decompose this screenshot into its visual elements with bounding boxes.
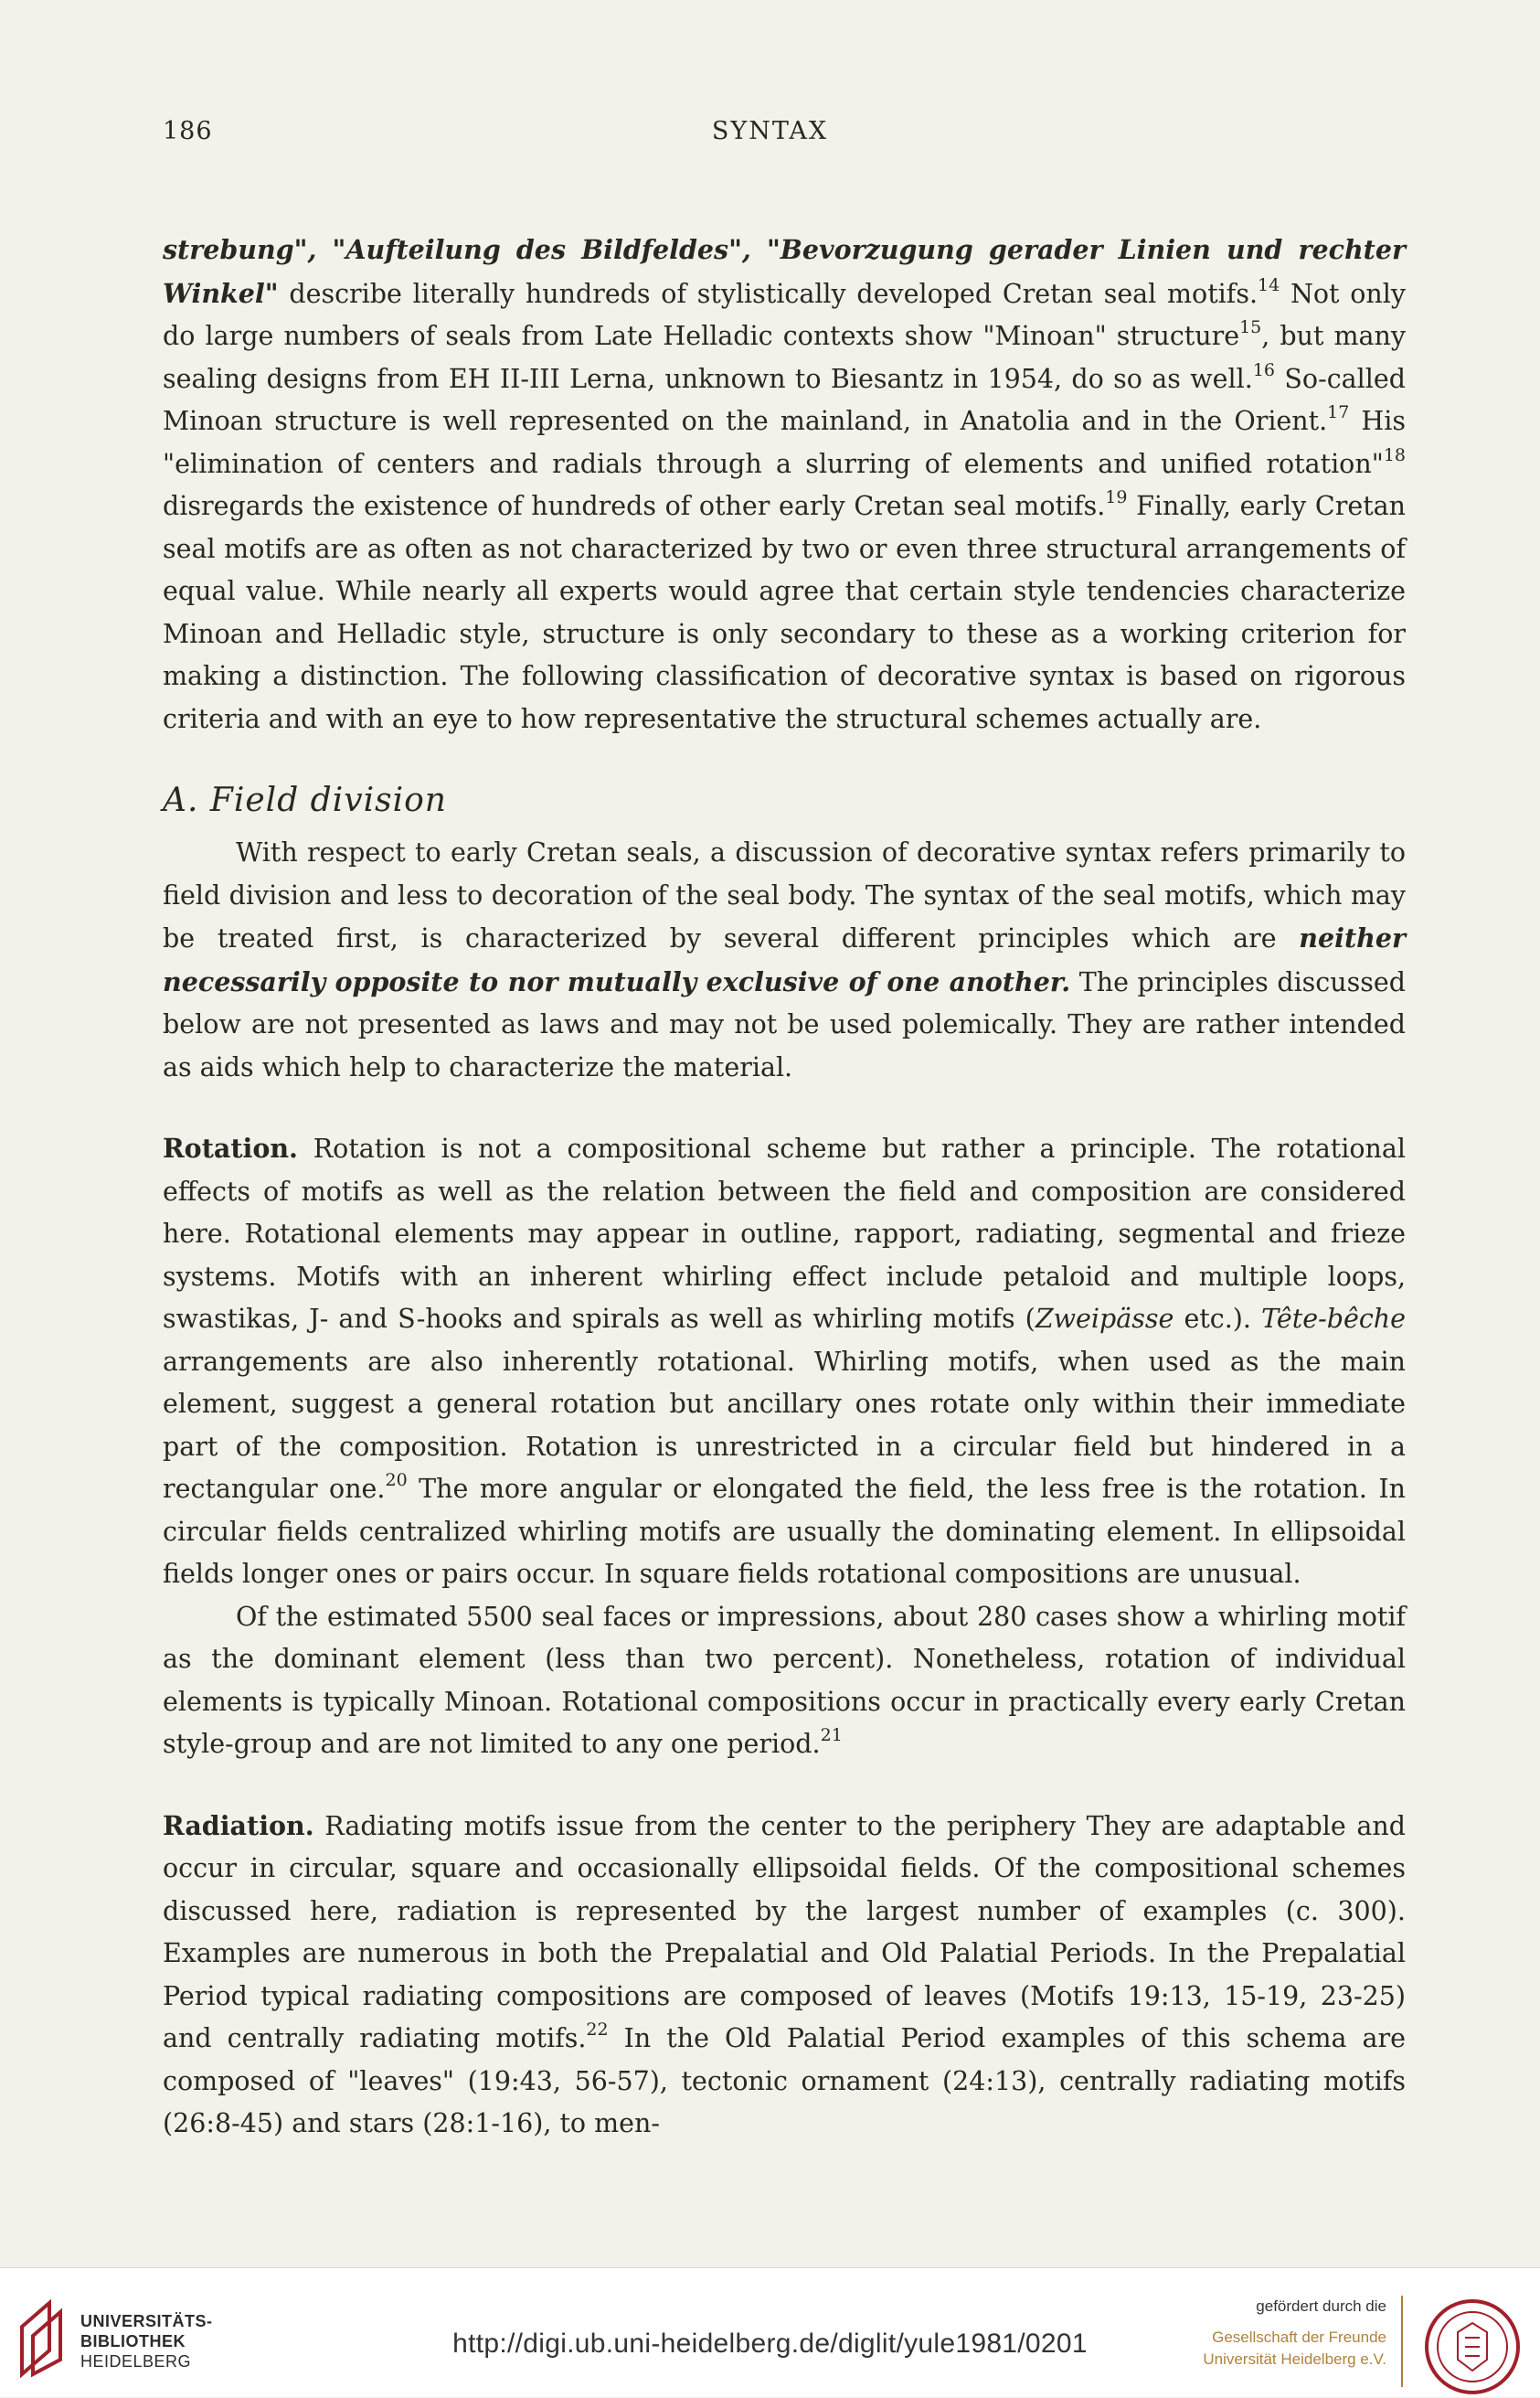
funder-name: Universität Heidelberg e.V. <box>1203 2350 1386 2368</box>
text-run: arrangements are also inherently rotational. Whirling motifs, when used as the main element, suggest a general rotation but ancillary ones rotate only within their immediate part of the composition. Rotation is unrestricted in a circular field but hindered in a rectangular one. <box>163 1346 1406 1504</box>
library-name-line: HEIDELBERG <box>80 2352 192 2371</box>
text-run: So-called Minoan structure is well represented on the mainland, in Anatolia and in the Orient. <box>163 363 1406 436</box>
text-run: , but many sealing designs from EH II-III Lerna, unknown to Biesantz in 1954, do so as well. <box>163 321 1407 394</box>
university-seal-icon <box>1421 2296 1524 2398</box>
text-run: With respect to early Cretan seals, a discussion of decorative syntax refers primarily to field division and less to decoration of the seal body. The syntax of the seal motifs, which may be treated first, is characterized by several different principles which are <box>163 837 1406 954</box>
text-run: The principles discussed below are not presented as laws and may not be used polemically. They are rather intended as aids which help to characterize the material. <box>163 966 1406 1082</box>
text-run: disregards the existence of hundreds of other early Cretan seal motifs. <box>163 491 1106 521</box>
footer-divider <box>1401 2296 1403 2387</box>
paragraph-rotation-count <box>163 1596 1406 1766</box>
funder-name: Gesellschaft der Freunde <box>1212 2329 1386 2346</box>
italic-term: Tête-bêche <box>1261 1304 1407 1334</box>
digitization-footer <box>0 2267 1540 2397</box>
text-run: etc.). <box>1174 1304 1262 1334</box>
footnote-ref: 16 <box>1252 359 1276 380</box>
running-title: SYNTAX <box>711 117 829 145</box>
funded-by-label: gefördert durch die <box>1256 2297 1386 2315</box>
running-head <box>163 117 1377 154</box>
italic-quotes: strebung", "Aufteilung des Bildfeldes", "Bevorzugung gerader Linien und rechter Winkel" <box>163 234 1406 309</box>
text-run: Radiating motifs issue from the center to the periphery They are adaptable and occur in circular, square and occasionally ellipsoidal fields. Of the compositional schemes discussed here, radiation is represented by the largest number of examples (c. 300). Examples are numerous in both the Prepalatial and Old Palatial Periods. In the Prepalatial Period typical radiating compositions are composed of leaves (Motifs 19:13, 15-19, 23-25) and centrally radiating motifs. <box>163 1810 1406 2053</box>
footnote-ref: 19 <box>1105 487 1128 507</box>
paragraph-intro <box>163 229 1406 741</box>
text-run: Of the estimated 5500 seal faces or impressions, about 280 cases show a whirling motif as the dominant element (less than two percent). Nonetheless, rotation of individual elements is typically Minoan. Rotational compositions occur in practically every early Cretan style-group and are not limited to any one period. <box>163 1601 1406 1759</box>
text-run: The more angular or elongated the field, the less free is the rotation. In circular fields centralized whirling motifs are usually the dominating element. In ellipsoidal fields longer ones or pairs occur. In square fields rotational compositions are unusual. <box>163 1474 1406 1589</box>
body-text <box>163 229 1406 2146</box>
text-run: Finally, early Cretan seal motifs are as often as not characterized by two or even three structural arrangements of equal value. While nearly all experts would agree that certain style tendencies characterize Minoan and Helladic style, structure is only secondary to these as a working criterion for making a distinction. The following classification of decorative syntax is based on rigorous criteria and with an eye to how representative the structural schemes actually are. <box>163 491 1406 734</box>
footnote-ref: 22 <box>586 2020 609 2040</box>
text-run: His "elimination of centers and radials through a slurring of elements and unified rotation" <box>163 406 1406 479</box>
footnote-ref: 15 <box>1239 317 1262 337</box>
paragraph-radiation <box>163 1805 1406 2146</box>
section-heading: A. Field division <box>163 782 447 819</box>
footnote-ref: 21 <box>820 1725 843 1745</box>
footnote-ref: 14 <box>1258 274 1280 295</box>
italic-term: Zweipässe <box>1035 1304 1174 1334</box>
footnote-ref: 20 <box>385 1470 408 1490</box>
text-run: describe literally hundreds of stylistically developed Cretan seal motifs. <box>278 278 1259 309</box>
text-run: Rotation is not a compositional scheme but rather a principle. The rotational effects of motifs as well as the relation between the field and composition are considered here. Rotational elements may appear in outline, rapport, radiating, segmental and frieze systems. Motifs with an inherent whirling effect include petaloid and multiple loops, swastikas, J- and S-hooks and spirals as well as whirling motifs ( <box>163 1134 1406 1334</box>
library-name-line: UNIVERSITÄTS- <box>80 2312 213 2330</box>
run-in-heading: Radiation. <box>163 1809 314 1841</box>
footnote-ref: 18 <box>1383 444 1406 465</box>
paragraph-rotation <box>163 1127 1406 1596</box>
text-run: In the Old Palatial Period examples of this schema are composed of "leaves" (19:43, 56-57), tectonic ornament (24:13), centrally radiating motifs (26:8-45) and stars (28:1-16), to men- <box>163 2023 1406 2138</box>
source-url-link[interactable]: http://digi.ub.uni-heidelberg.de/diglit/yule1981/0201 <box>452 2329 1088 2359</box>
page-number: 186 <box>163 117 213 145</box>
paragraph-field-division <box>163 832 1406 1089</box>
run-in-heading: Rotation. <box>163 1133 298 1164</box>
library-name-line: BIBLIOTHEK <box>80 2332 186 2350</box>
footnote-ref: 17 <box>1327 402 1350 422</box>
funder-block <box>1203 2296 1386 2371</box>
text-run: Not only do large numbers of seals from Late Helladic contexts show "Minoan" structure <box>163 278 1406 351</box>
emphasis: neither necessarily opposite to nor mutually exclusive of one another. <box>163 922 1406 997</box>
